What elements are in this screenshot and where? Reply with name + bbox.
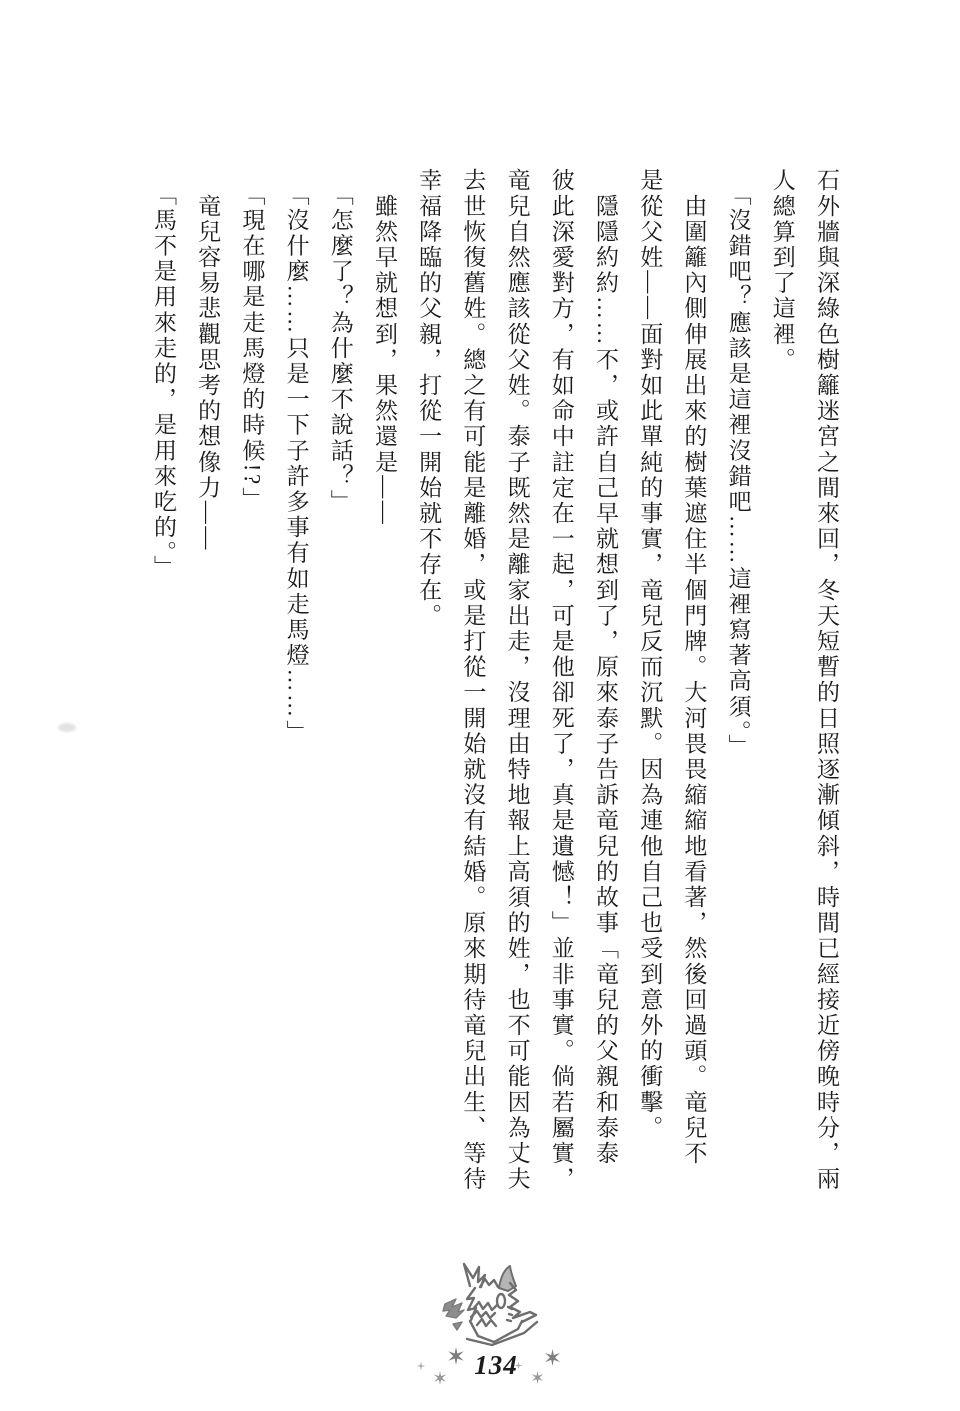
text-block (141, 168, 848, 1190)
page-number: 134 (474, 1350, 518, 1380)
text-column: 「沒什麼……只是一下子許多事有如走馬燈……」 (283, 168, 309, 746)
text-column: 隱隱約約……不，或許自己早就想到了，原來泰子告訴竜兒的故事「竜兒的父親和泰泰 (592, 168, 618, 1167)
print-smudge (58, 723, 76, 732)
text-column: 竜兒自然應該從父姓。泰子既然是離家出走，沒理由特地報上高須的姓，也不可能因為丈夫 (504, 168, 530, 1192)
sparkle-star-icon (433, 1371, 447, 1385)
text-column: 「怎麼了？為什麼不說話？」 (327, 168, 353, 515)
text-column: 「現在哪是走馬燈的時候!?」 (239, 168, 265, 513)
doodle-illustration (433, 1256, 555, 1354)
sparkle-star-icon (416, 1361, 426, 1371)
text-column: 彼此深愛對方，有如命中註定在一起，可是他卻死了，真是遺憾！」並非事實。倘若屬實， (548, 168, 574, 1192)
text-column: 人總算到了這裡。 (769, 168, 795, 373)
text-column: 「沒錯吧？應該是這裡沒錯吧……這裡寫著高須。」 (725, 168, 751, 760)
text-column: 是從父姓——面對如此單純的事實，竜兒反而沉默。因為連他自己也受到意外的衝擊。 (637, 168, 663, 1141)
text-column: 去世恢復舊姓。總之有可能是離婚，或是打從一開始就沒有結婚。原來期待竜兒出生、等待 (460, 168, 486, 1192)
text-column: 「馬不是用來走的，是用來吃的。」 (150, 168, 176, 581)
text-column: 幸福降臨的父親，打從一開始就不存在。 (416, 168, 442, 629)
text-column: 由圍籬內側伸展出來的樹葉遮住半個門牌。大河畏畏縮縮地看著，然後回過頭。竜兒不 (681, 168, 707, 1167)
text-column: 竜兒容易悲觀思考的想像力—— (195, 168, 221, 552)
sparkle-star-icon (544, 1349, 561, 1366)
text-column: 雖然早就想到，果然還是—— (371, 168, 397, 527)
text-column: 石外牆與深綠色樹籬迷宮之間來回，冬天短暫的日照逐漸傾斜，時間已經接近傍晚時分，兩 (814, 168, 839, 1192)
